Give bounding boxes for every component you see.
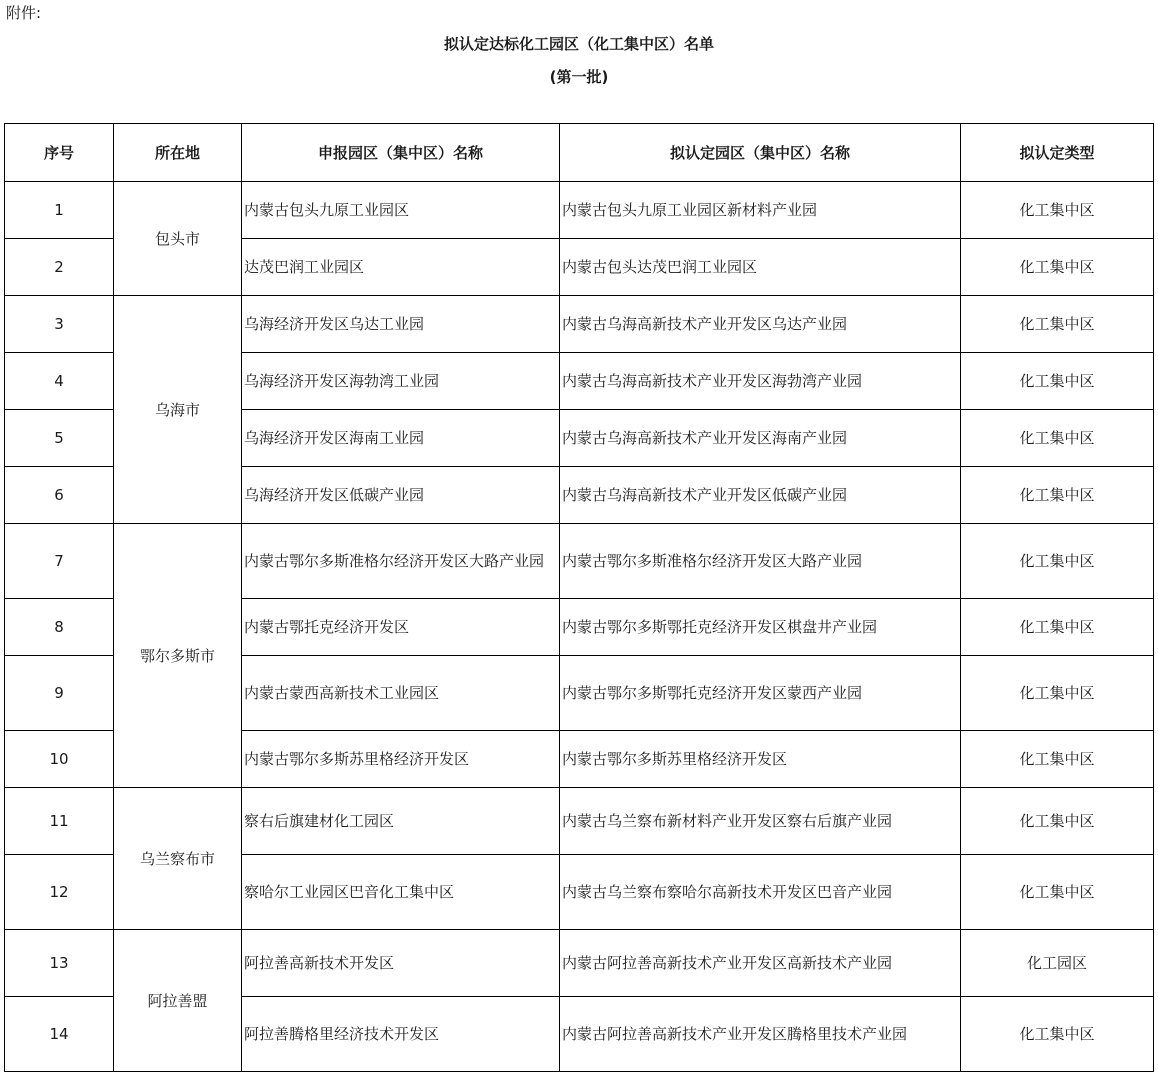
approved-name-cell: 内蒙古鄂尔多斯准格尔经济开发区大路产业园: [560, 524, 961, 599]
approved-name-cell: 内蒙古阿拉善高新技术产业开发区腾格里技术产业园: [560, 997, 961, 1072]
location-cell: 乌兰察布市: [114, 788, 242, 930]
applied-name-cell: 察右后旗建材化工园区: [242, 788, 560, 855]
location-cell: 乌海市: [114, 296, 242, 524]
row-index: 1: [5, 182, 114, 239]
document-title: 拟认定达标化工园区（化工集中区）名单: [443, 35, 714, 53]
row-index: 12: [5, 855, 114, 930]
location-cell: 阿拉善盟: [114, 930, 242, 1072]
type-cell: 化工集中区: [961, 855, 1154, 930]
applied-name-cell: 阿拉善腾格里经济技术开发区: [242, 997, 560, 1072]
attachment-label: 附件:: [6, 4, 42, 22]
type-cell: 化工集中区: [961, 296, 1154, 353]
header-type: 拟认定类型: [961, 124, 1154, 182]
header-applied-name: 申报园区（集中区）名称: [242, 124, 560, 182]
applied-name-cell: 内蒙古包头九原工业园区: [242, 182, 560, 239]
row-index: 13: [5, 930, 114, 997]
approved-name-cell: 内蒙古乌海高新技术产业开发区海南产业园: [560, 410, 961, 467]
type-cell: 化工集中区: [961, 731, 1154, 788]
table-row: [5, 182, 1154, 239]
row-index: 14: [5, 997, 114, 1072]
applied-name-cell: 乌海经济开发区低碳产业园: [242, 467, 560, 524]
type-cell: 化工集中区: [961, 182, 1154, 239]
type-cell: 化工集中区: [961, 524, 1154, 599]
approved-name-cell: 内蒙古乌海高新技术产业开发区海勃湾产业园: [560, 353, 961, 410]
applied-name-cell: 内蒙古蒙西高新技术工业园区: [242, 656, 560, 731]
approved-name-cell: 内蒙古鄂尔多斯鄂托克经济开发区棋盘井产业园: [560, 599, 961, 656]
row-index: 7: [5, 524, 114, 599]
approved-name-cell: 内蒙古阿拉善高新技术产业开发区高新技术产业园: [560, 930, 961, 997]
row-index: 6: [5, 467, 114, 524]
type-cell: 化工集中区: [961, 410, 1154, 467]
applied-name-cell: 乌海经济开发区海勃湾工业园: [242, 353, 560, 410]
applied-name-cell: 阿拉善高新技术开发区: [242, 930, 560, 997]
row-index: 9: [5, 656, 114, 731]
applied-name-cell: 察哈尔工业园区巴音化工集中区: [242, 855, 560, 930]
approved-name-cell: 内蒙古乌海高新技术产业开发区低碳产业园: [560, 467, 961, 524]
table-row: [5, 296, 1154, 353]
table-row: [5, 524, 1154, 599]
header-approved-name: 拟认定园区（集中区）名称: [560, 124, 961, 182]
type-cell: 化工集中区: [961, 656, 1154, 731]
location-cell: 鄂尔多斯市: [114, 524, 242, 788]
approved-name-cell: 内蒙古乌兰察布新材料产业开发区察右后旗产业园: [560, 788, 961, 855]
type-cell: 化工集中区: [961, 353, 1154, 410]
applied-name-cell: 内蒙古鄂尔多斯准格尔经济开发区大路产业园: [242, 524, 560, 599]
approved-name-cell: 内蒙古乌兰察布察哈尔高新技术开发区巴音产业园: [560, 855, 961, 930]
row-index: 11: [5, 788, 114, 855]
approved-name-cell: 内蒙古包头九原工业园区新材料产业园: [560, 182, 961, 239]
header-index: 序号: [5, 124, 114, 182]
applied-name-cell: 达茂巴润工业园区: [242, 239, 560, 296]
row-index: 10: [5, 731, 114, 788]
location-cell: 包头市: [114, 182, 242, 296]
applied-name-cell: 内蒙古鄂托克经济开发区: [242, 599, 560, 656]
row-index: 3: [5, 296, 114, 353]
applied-name-cell: 内蒙古鄂尔多斯苏里格经济开发区: [242, 731, 560, 788]
header-location: 所在地: [114, 124, 242, 182]
row-index: 8: [5, 599, 114, 656]
approved-name-cell: 内蒙古鄂尔多斯鄂托克经济开发区蒙西产业园: [560, 656, 961, 731]
approved-name-cell: 内蒙古鄂尔多斯苏里格经济开发区: [560, 731, 961, 788]
applied-name-cell: 乌海经济开发区海南工业园: [242, 410, 560, 467]
type-cell: 化工集中区: [961, 997, 1154, 1072]
type-cell: 化工集中区: [961, 467, 1154, 524]
document-subtitle: (第一批): [549, 68, 609, 86]
row-index: 4: [5, 353, 114, 410]
type-cell: 化工集中区: [961, 599, 1154, 656]
approved-name-cell: 内蒙古乌海高新技术产业开发区乌达产业园: [560, 296, 961, 353]
type-cell: 化工园区: [961, 930, 1154, 997]
row-index: 5: [5, 410, 114, 467]
table-row: [5, 788, 1154, 855]
applied-name-cell: 乌海经济开发区乌达工业园: [242, 296, 560, 353]
type-cell: 化工集中区: [961, 788, 1154, 855]
type-cell: 化工集中区: [961, 239, 1154, 296]
park-list-table: [4, 123, 1154, 1072]
table-header-row: [5, 124, 1154, 182]
table-row: [5, 930, 1154, 997]
approved-name-cell: 内蒙古包头达茂巴润工业园区: [560, 239, 961, 296]
row-index: 2: [5, 239, 114, 296]
